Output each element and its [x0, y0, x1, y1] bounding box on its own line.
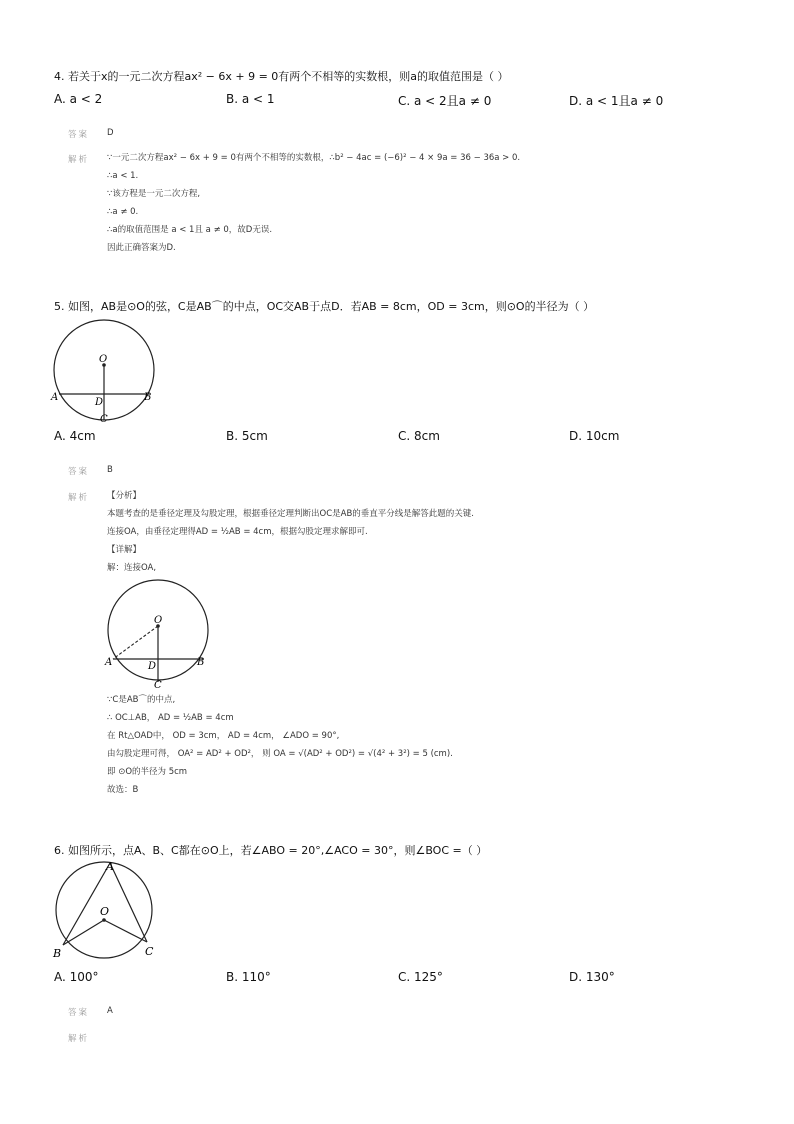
q6-answer-value: A — [107, 1006, 113, 1016]
q6-option-d[interactable]: D. 130° — [569, 970, 615, 984]
q4-option-b[interactable]: B. a < 1 — [226, 92, 275, 106]
q4-analysis-line: ∵该方程是一元二次方程, — [107, 189, 201, 199]
q6-option-c[interactable]: C. 125° — [398, 970, 443, 984]
q4-answer-label: 答案 — [68, 130, 90, 140]
q5-answer-value: B — [107, 465, 113, 475]
q5-solution-figure — [104, 578, 216, 690]
q6-circle-figure — [50, 858, 162, 962]
q5-analysis-line: 【分析】 — [107, 491, 142, 501]
q4-analysis-label: 解析 — [68, 155, 90, 165]
q5-option-c[interactable]: C. 8cm — [398, 429, 440, 443]
q6-answer-label: 答案 — [68, 1008, 90, 1018]
q6-fig-label-a: A — [106, 860, 114, 873]
q6-analysis-label: 解析 — [68, 1034, 90, 1044]
q4-analysis-line: ∴a的取值范围是 a < 1且 a ≠ 0，故D无误. — [107, 225, 273, 235]
q5-answer-label: 答案 — [68, 467, 90, 477]
q6-stem: 6. 如图所示，点A、B、C都在⊙O上，若∠ABO = 20°,∠ACO = 30°，则∠BOC =（ ） — [54, 844, 488, 857]
q4-stem: 4. 若关于x的一元二次方程ax² − 6x + 9 = 0有两个不相等的实数根，则a的取值范围是（ ） — [54, 70, 509, 83]
q6-fig-label-o: O — [100, 905, 110, 918]
q6-option-b[interactable]: B. 110° — [226, 970, 271, 984]
q5-fig2-label-c: C — [154, 680, 162, 690]
q4-option-a[interactable]: A. a < 2 — [54, 92, 103, 106]
q5-fig2-label-d: D — [148, 661, 157, 672]
q6-option-a[interactable]: A. 100° — [54, 970, 99, 984]
q5-analysis-line: 解：连接OA, — [107, 563, 157, 573]
q4-analysis-line: 因此正确答案为D. — [107, 243, 176, 253]
q5-analysis-line: ∴ OC⊥AB， AD = ½AB = 4cm — [107, 713, 234, 723]
q4-analysis-line: ∵一元二次方程ax² − 6x + 9 = 0有两个不相等的实数根，∴b² − 4ac = (−6)² − 4 × 9a = 36 − 36a > 0. — [107, 153, 521, 163]
q5-fig-label-c: C — [100, 414, 108, 425]
q5-analysis-line: 连接OA，由垂径定理得AD = ½AB = 4cm，根据勾股定理求解即可. — [107, 527, 368, 537]
q4-analysis — [107, 149, 520, 257]
q5-analysis-line: 即 ⊙O的半径为 5cm — [107, 767, 188, 777]
q5-option-a[interactable]: A. 4cm — [54, 429, 96, 443]
q5-fig2-label-a: A — [105, 657, 113, 668]
q4-analysis-line: ∴a ≠ 0. — [107, 207, 139, 217]
q5-analysis-label: 解析 — [68, 493, 90, 503]
q5-fig-label-o: O — [99, 354, 108, 365]
q6-fig-label-b: B — [53, 947, 62, 960]
q4-option-c[interactable]: C. a < 2且a ≠ 0 — [398, 94, 492, 108]
q5-analysis-line: 在 Rt△OAD中， OD = 3cm， AD = 4cm， ∠ADO = 90°, — [107, 731, 340, 741]
q5-analysis-line: 【详解】 — [107, 545, 142, 555]
q5-analysis-line: 由勾股定理可得， OA² = AD² + OD²， 则 OA = √(AD² + OD²) = √(4² + 3²) = 5 (cm). — [107, 749, 453, 759]
q4-analysis-line: ∴a < 1. — [107, 171, 139, 181]
q5-fig2-label-o: O — [154, 615, 163, 626]
q5-analysis-line: ∵C是AB⌒的中点, — [107, 695, 176, 705]
q5-fig-label-d: D — [95, 397, 104, 408]
q5-stem: 5. 如图，AB是⊙O的弦，C是AB⌒的中点，OC交AB于点D．若AB = 8cm，OD = 3cm，则⊙O的半径为（ ） — [54, 300, 595, 313]
q6-fig-label-c: C — [145, 945, 154, 958]
q4-option-d[interactable]: D. a < 1且a ≠ 0 — [569, 94, 664, 108]
q5-fig-label-a: A — [51, 392, 59, 403]
q5-analysis-line: 故选：B — [107, 785, 139, 795]
q5-analysis — [107, 487, 474, 577]
q4-answer-value: D — [107, 128, 114, 138]
q5-fig-label-b: B — [144, 392, 152, 403]
q5-fig2-label-b: B — [197, 657, 205, 668]
q5-option-b[interactable]: B. 5cm — [226, 429, 268, 443]
q5-analysis-line: 本题考查的是垂径定理及勾股定理，根据垂径定理判断出OC是AB的垂直平分线是解答此题的关键. — [107, 509, 474, 519]
q5-option-d[interactable]: D. 10cm — [569, 429, 620, 443]
q5-circle-figure — [50, 318, 162, 428]
q5-analysis-continued — [107, 691, 453, 799]
